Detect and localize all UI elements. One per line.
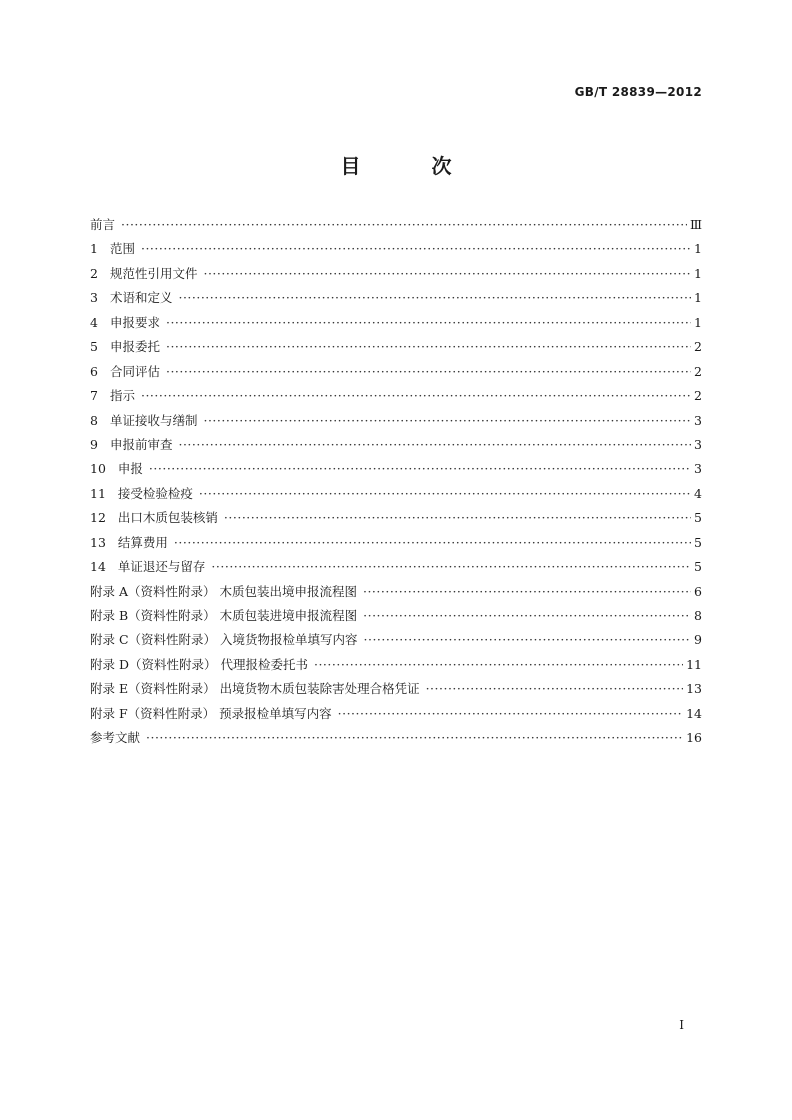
toc-entry-number: 2: [90, 265, 98, 281]
toc-entry-page: Ⅲ: [689, 217, 702, 232]
toc-entry-page: 2: [694, 339, 702, 355]
toc-entry-text: 附录 A（资料性附录） 木质包装出境申报流程图: [90, 583, 357, 599]
toc-entry-number: 6: [90, 363, 98, 379]
toc-entry-text: 结算费用: [117, 534, 168, 550]
toc-entry-3[interactable]: [90, 286, 702, 310]
dot-leader: [338, 702, 683, 726]
toc-entry-number: 4: [90, 314, 98, 330]
toc-entry-page: 11: [686, 656, 702, 672]
dot-leader: [146, 726, 683, 750]
dot-leader: [166, 311, 691, 335]
toc-entry-11[interactable]: [90, 482, 702, 506]
toc-entry-appendix-b[interactable]: [90, 604, 702, 628]
dot-leader: [178, 286, 691, 310]
toc-entry-number: 8: [90, 412, 98, 428]
dot-leader: [211, 555, 691, 579]
toc-entry-page: 2: [694, 363, 702, 379]
toc-entry-10[interactable]: [90, 457, 702, 481]
toc-entry-2[interactable]: [90, 262, 702, 286]
toc-entry-9[interactable]: [90, 433, 702, 457]
toc-entry-page: 5: [694, 510, 702, 526]
toc-entry-14[interactable]: [90, 555, 702, 579]
toc-entry-number: 3: [90, 290, 98, 306]
dot-leader: [363, 580, 691, 604]
toc-entry-1[interactable]: [90, 237, 702, 261]
toc-entry-page: 14: [686, 705, 702, 721]
toc-entry-appendix-f[interactable]: [90, 702, 702, 726]
dot-leader: [199, 482, 691, 506]
toc-entry-text: 前言: [90, 217, 116, 232]
toc-entry-page: 6: [694, 583, 702, 599]
toc-entry-page: 16: [686, 730, 702, 746]
toc-entry-text: 附录 B（资料性附录） 木质包装进境申报流程图: [90, 608, 358, 623]
toc-entry-page: 1: [694, 290, 702, 306]
dot-leader: [178, 433, 691, 457]
dot-leader: [149, 457, 691, 481]
toc-entry-page: 9: [694, 632, 702, 648]
toc-entry-references[interactable]: [90, 726, 702, 750]
toc-entry-number: 7: [90, 388, 98, 404]
page-number: I: [679, 1018, 684, 1032]
toc-entry-appendix-d[interactable]: [90, 653, 702, 677]
dot-leader: [364, 628, 691, 652]
toc-entry-page: 8: [694, 608, 702, 623]
toc-entry-text: 申报要求: [109, 314, 160, 330]
toc-entry-number: 11: [90, 485, 106, 501]
toc-entry-page: 5: [694, 559, 702, 575]
toc-entry-6[interactable]: [90, 360, 702, 384]
toc-entry-page: 1: [694, 265, 702, 281]
toc-entry-text: 附录 C（资料性附录） 入境货物报检单填写内容: [90, 632, 358, 648]
dot-leader: [224, 506, 691, 530]
toc-entry-page: 1: [694, 241, 702, 257]
toc-entry-4[interactable]: [90, 311, 702, 335]
toc-entry-text: 规范性引用文件: [109, 265, 198, 281]
toc-entry-number: 14: [90, 559, 106, 575]
dot-leader: [314, 653, 683, 677]
toc-entry-page: 3: [694, 412, 702, 428]
toc-entry-page: 4: [694, 485, 702, 501]
table-of-contents: [90, 213, 702, 751]
toc-entry-appendix-a[interactable]: [90, 580, 702, 604]
dot-leader: [426, 677, 684, 701]
toc-entry-text: 申报: [117, 461, 143, 477]
toc-entry-text: 附录 E（资料性附录） 出境货物木质包装除害处理合格凭证: [90, 681, 420, 697]
toc-entry-number: 13: [90, 534, 106, 550]
toc-title: 目 次: [340, 154, 484, 178]
dot-leader: [203, 262, 691, 286]
toc-entry-number: 1: [90, 241, 98, 257]
toc-entry-number: 5: [90, 339, 98, 355]
toc-entry-text: 出口木质包装核销: [117, 510, 218, 526]
toc-entry-text: 合同评估: [109, 363, 160, 379]
toc-entry-text: 接受检验检疫: [117, 485, 193, 501]
toc-entry-number: 10: [90, 461, 106, 477]
toc-entry-page: 5: [694, 534, 702, 550]
toc-entry-12[interactable]: [90, 506, 702, 530]
toc-entry-7[interactable]: [90, 384, 702, 408]
toc-entry-page: 13: [686, 681, 702, 697]
toc-entry-page: 1: [694, 314, 702, 330]
dot-leader: [141, 237, 691, 261]
toc-entry-appendix-c[interactable]: [90, 628, 702, 652]
toc-entry-number: 12: [90, 510, 106, 526]
dot-leader: [121, 213, 687, 237]
standard-code: GB/T 28839—2012: [574, 85, 702, 99]
dot-leader: [363, 604, 691, 628]
toc-entry-text: 附录 F（资料性附录） 预录报检单填写内容: [90, 705, 332, 721]
dot-leader: [174, 531, 691, 555]
toc-entry-text: 申报前审查: [109, 436, 173, 452]
toc-entry-foreword[interactable]: [90, 213, 702, 237]
dot-leader: [166, 360, 691, 384]
toc-entry-page: 3: [694, 461, 702, 477]
toc-entry-13[interactable]: [90, 531, 702, 555]
dot-leader: [203, 409, 691, 433]
toc-entry-page: 3: [694, 436, 702, 452]
toc-entry-page: 2: [694, 388, 702, 404]
toc-entry-5[interactable]: [90, 335, 702, 359]
toc-entry-appendix-e[interactable]: [90, 677, 702, 701]
dot-leader: [166, 335, 691, 359]
toc-entry-text: 附录 D（资料性附录） 代理报检委托书: [90, 656, 308, 672]
toc-entry-text: 术语和定义: [109, 290, 173, 306]
toc-entry-text: 范围: [109, 241, 135, 257]
toc-entry-text: 指示: [109, 388, 135, 404]
toc-entry-text: 单证退还与留存: [117, 559, 206, 575]
toc-entry-number: 9: [90, 436, 98, 452]
toc-entry-text: 申报委托: [109, 339, 160, 355]
toc-entry-text: 单证接收与缮制: [109, 412, 198, 428]
dot-leader: [141, 384, 691, 408]
toc-entry-text: 参考文献: [90, 730, 141, 746]
toc-entry-8[interactable]: [90, 409, 702, 433]
